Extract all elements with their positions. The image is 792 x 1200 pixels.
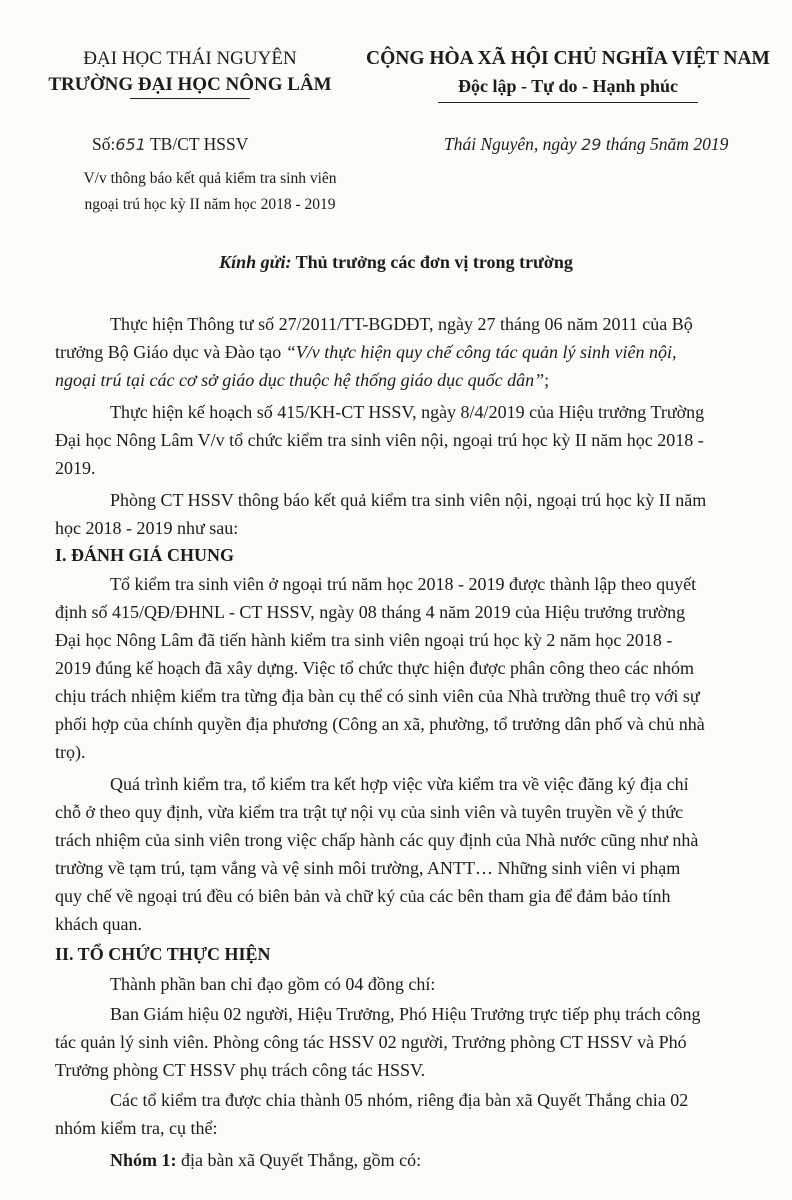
- issuer-block: [40, 46, 340, 99]
- paragraph-line: Phòng CT HSSV thông báo kết quả kiểm tra sinh viên nội, ngoại trú học kỳ II năm: [110, 490, 707, 510]
- text-run-italic: “V/v thực hiện quy chế công tác quản lý sinh viên nội,: [285, 342, 677, 362]
- paragraph-line: 2019 đúng kế hoạch đã xây dựng. Việc tổ chức thực hiện được phân công theo các nhóm: [55, 658, 694, 678]
- date-place: Thái Nguyên, ngày: [444, 134, 582, 154]
- school-name: TRƯỜNG ĐẠI HỌC NÔNG LÂM: [48, 74, 332, 95]
- paragraph-line: học 2018 - 2019 như sau:: [55, 518, 239, 538]
- paragraph-line: trường về tạm trú, tạm vắng và vệ sinh môi trường, ANTT… Những sinh viên vi phạm: [55, 858, 681, 878]
- text-run: địa bàn xã Quyết Thắng, gồm có:: [176, 1150, 422, 1170]
- paragraph-line: 2019.: [55, 458, 96, 478]
- doc-number-prefix: Số:: [92, 134, 116, 154]
- paragraph-line: Thực hiện Thông tư số 27/2011/TT-BGDĐT, ngày 27 tháng 06 năm 2011 của Bộ: [110, 314, 693, 334]
- issuer-underline: [130, 98, 250, 99]
- recipient-line: [0, 252, 792, 273]
- text-run-italic: ngoại trú tại các cơ sở giáo dục thuộc hệ thống giáo dục quốc dân”: [55, 370, 545, 390]
- country-name: CỘNG HÒA XÃ HỘI CHỦ NGHĨA VIỆT NAM: [366, 48, 770, 69]
- date-line: [444, 134, 728, 155]
- national-motto-block: [348, 46, 788, 103]
- group-label: Nhóm 1:: [110, 1150, 177, 1170]
- subject-line-2: ngoại trú học kỳ II năm học 2018 - 2019: [84, 196, 336, 213]
- paragraph-line: Thành phần ban chỉ đạo gồm có 04 đồng chí:: [110, 974, 436, 994]
- date-rest: tháng 5năm 2019: [601, 134, 729, 154]
- university-name: ĐẠI HỌC THÁI NGUYÊN: [83, 48, 297, 69]
- paragraph-line: tác quản lý sinh viên. Phòng công tác HSSV 02 người, Trưởng phòng CT HSSV và Phó: [55, 1032, 687, 1052]
- paragraph-line: chịu trách nhiệm kiểm tra từng địa bàn cụ thể có sinh viên của Nhà trường thuê trọ với sự: [55, 686, 700, 706]
- doc-number-handwritten: 651: [115, 135, 146, 154]
- paragraph-line: Tổ kiểm tra sinh viên ở ngoại trú năm học 2018 - 2019 được thành lập theo quyết: [110, 574, 697, 594]
- section-heading: I. ĐÁNH GIÁ CHUNG: [55, 545, 235, 565]
- paragraph-line: Ban Giám hiệu 02 người, Hiệu Trưởng, Phó Hiệu Trưởng trực tiếp phụ trách công: [110, 1004, 701, 1024]
- paragraph-line: nhóm kiểm tra, cụ thể:: [55, 1118, 218, 1138]
- paragraph-line: trọ).: [55, 742, 86, 762]
- paragraph-line: [55, 370, 549, 391]
- recipient-value: Thủ trưởng các đơn vị trong trường: [291, 252, 573, 272]
- paragraph-line: quy chế về ngoại trú đều có biên bản và chữ ký của các bên tham gia để đảm bảo tính: [55, 886, 671, 906]
- motto: Độc lập - Tự do - Hạnh phúc: [457, 76, 679, 96]
- paragraph-line: [55, 342, 676, 363]
- date-day-handwritten: 29: [581, 135, 602, 154]
- recipient-label: Kính gửi:: [219, 252, 292, 272]
- subject-block: [50, 166, 370, 218]
- paragraph-line: [110, 1150, 421, 1171]
- motto-underline: [438, 102, 698, 103]
- doc-number-suffix: TB/CT HSSV: [145, 134, 249, 154]
- paragraph-line: Các tổ kiểm tra được chia thành 05 nhóm, riêng địa bàn xã Quyết Thắng chia 02: [110, 1090, 689, 1110]
- paragraph-line: Quá trình kiểm tra, tổ kiểm tra kết hợp việc vừa kiểm tra về việc đăng ký địa chỉ: [110, 774, 689, 794]
- paragraph-line: Đại học Nông Lâm V/v tổ chức kiểm tra sinh viên nội, ngoại trú học kỳ II năm học 2018 -: [55, 430, 704, 450]
- paragraph-line: Đại học Nông Lâm đã tiến hành kiểm tra sinh viên ngoại trú học kỳ 2 năm học 2018 -: [55, 630, 673, 650]
- paragraph-line: phối hợp của chính quyền địa phương (Công an xã, phường, tổ trưởng dân phố và chủ nhà: [55, 714, 705, 734]
- paragraph-line: trách nhiệm của sinh viên trong việc chấp hành các quy định của Nhà nước cũng như nhà: [55, 830, 699, 850]
- paragraph-line: khách quan.: [55, 914, 142, 934]
- paragraph-line: chỗ ở theo quy định, vừa kiểm tra trật tự nội vụ của sinh viên và tuyên truyền về ý thức: [55, 802, 684, 822]
- text-run: trưởng Bộ Giáo dục và Đào tạo: [55, 342, 286, 362]
- subject-line-1: V/v thông báo kết quả kiểm tra sinh viên: [83, 170, 337, 187]
- text-run: ;: [544, 370, 550, 390]
- paragraph-line: Trưởng phòng CT HSSV phụ trách công tác HSSV.: [55, 1060, 426, 1080]
- paragraph-line: định số 415/QĐ/ĐHNL - CT HSSV, ngày 08 tháng 4 năm 2019 của Hiệu trưởng trường: [55, 602, 686, 622]
- document-number: [92, 134, 248, 155]
- section-heading: II. TỔ CHỨC THỰC HIỆN: [55, 944, 271, 964]
- paragraph-line: Thực hiện kế hoạch số 415/KH-CT HSSV, ngày 8/4/2019 của Hiệu trưởng Trường: [110, 402, 705, 422]
